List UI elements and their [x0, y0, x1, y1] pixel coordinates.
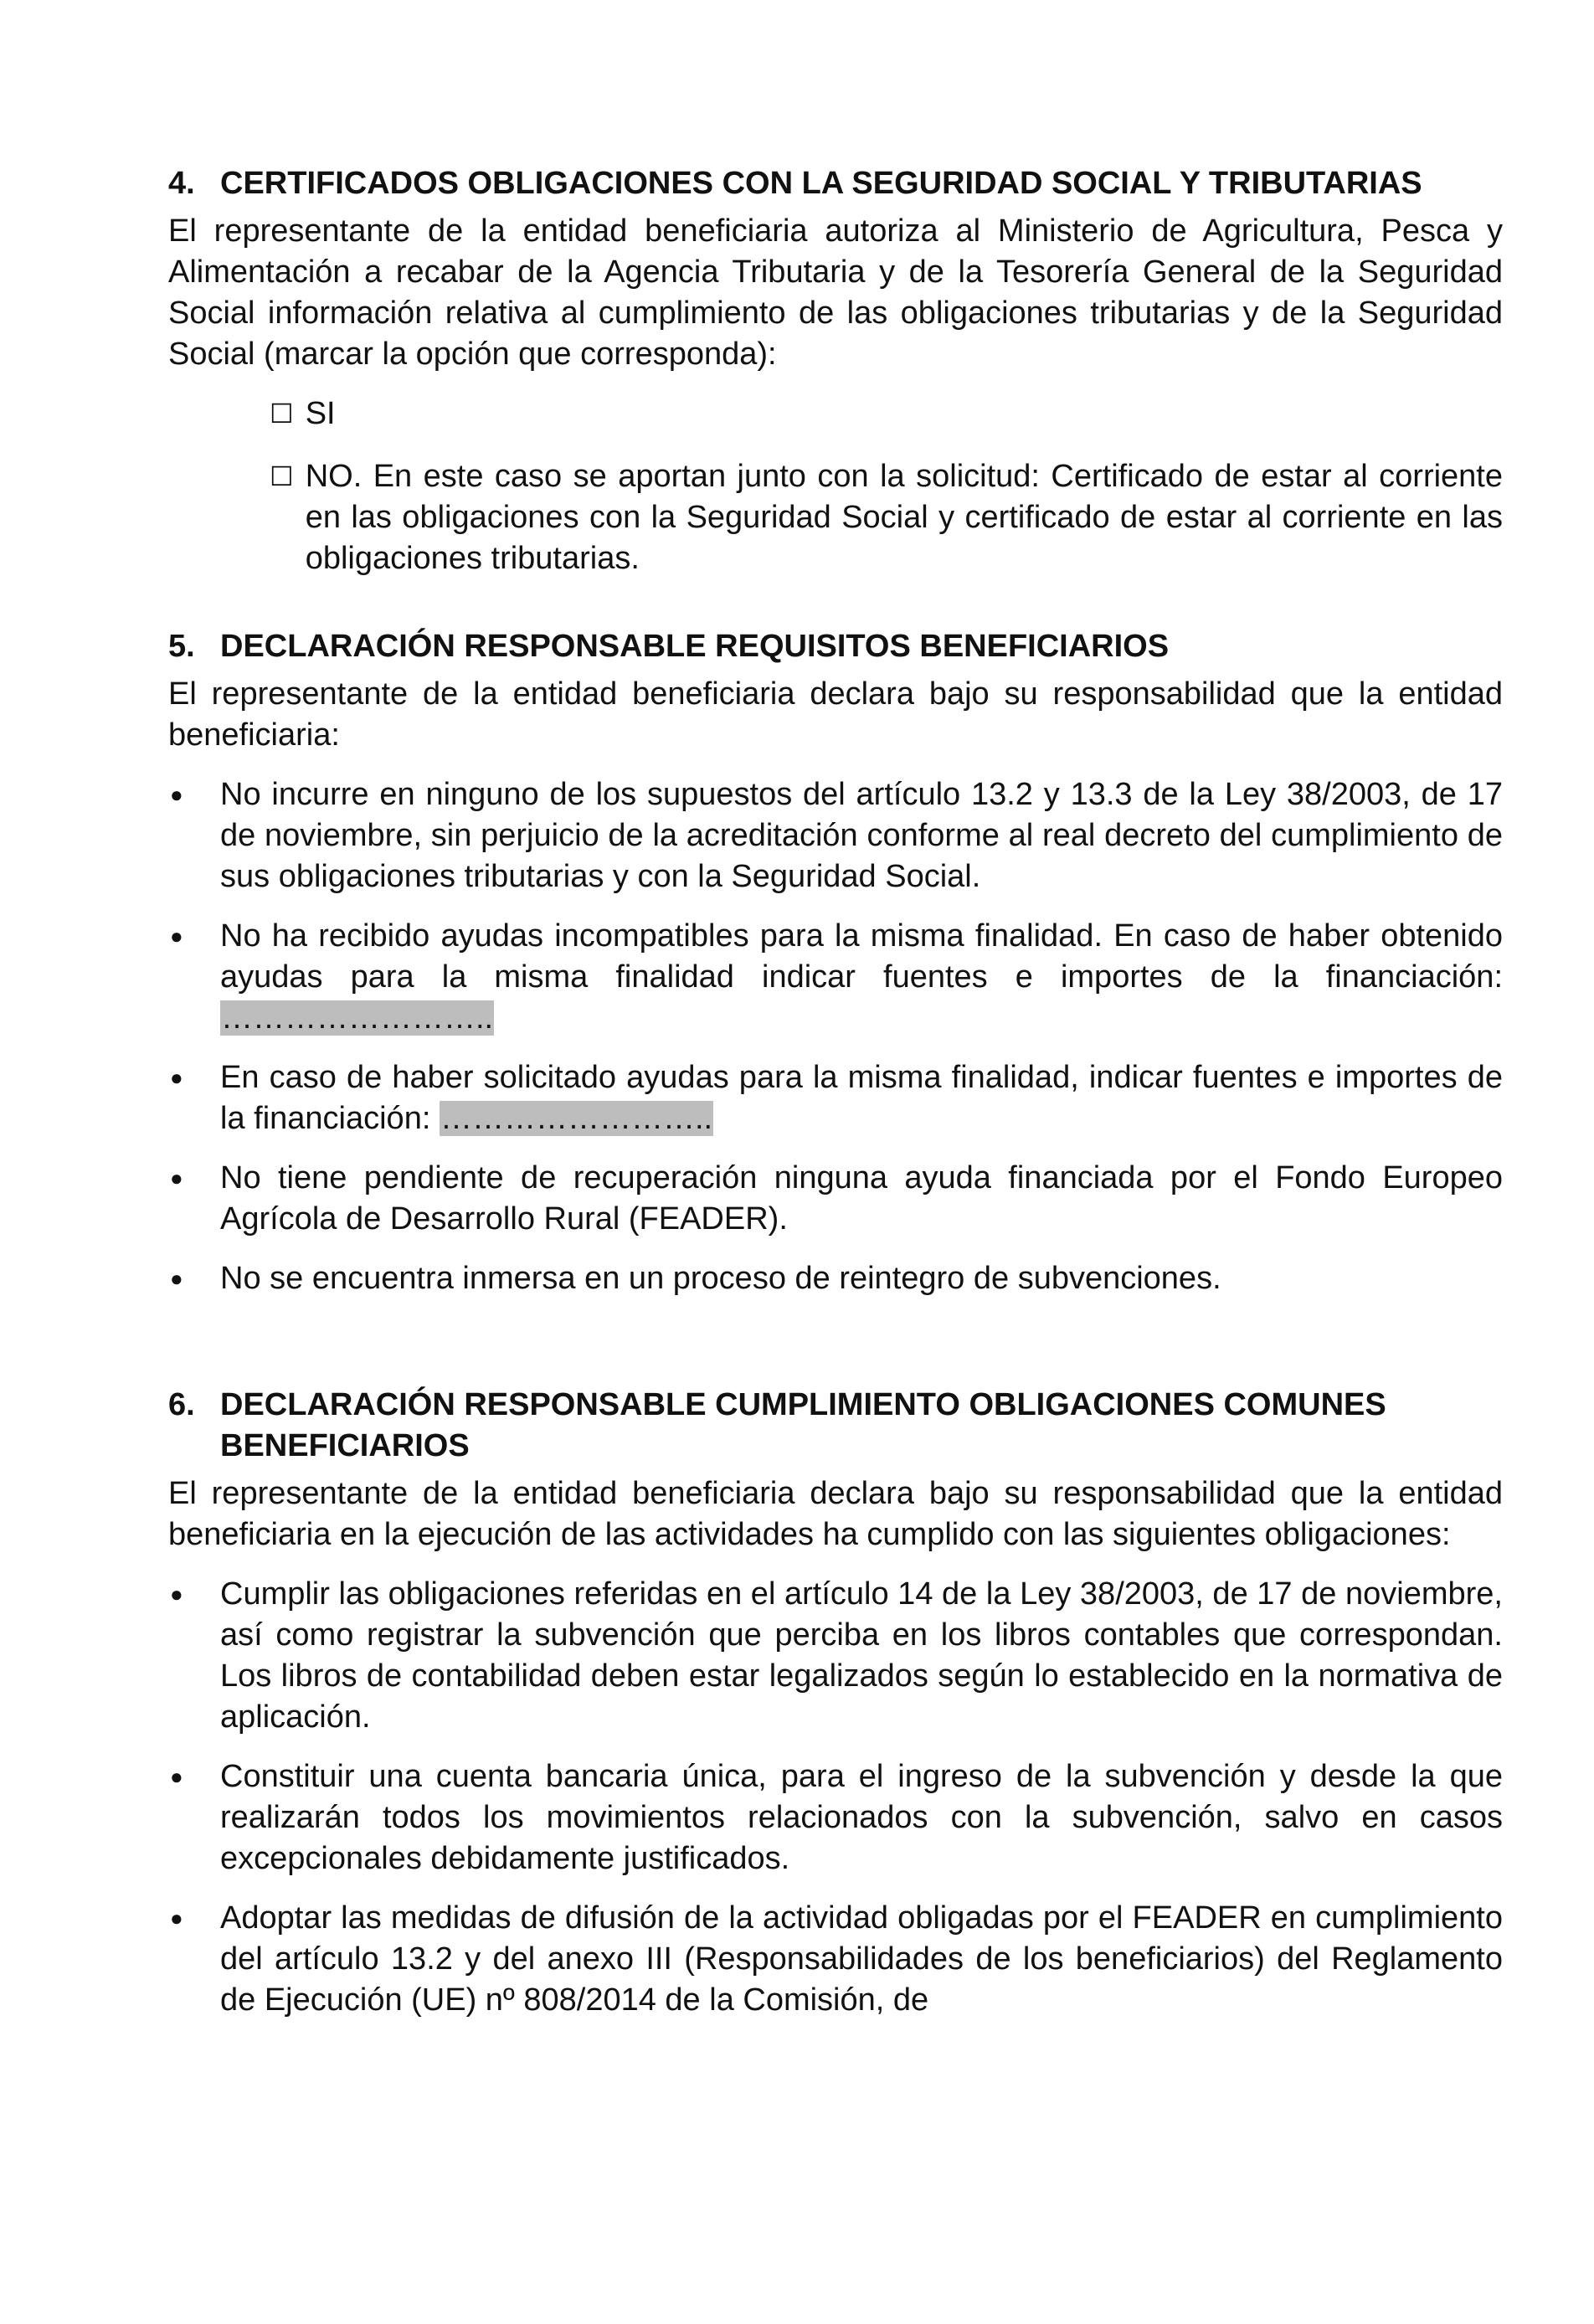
list-item-text: [220, 1057, 1503, 1139]
list-item: [168, 1756, 1503, 1879]
section-4-heading: [168, 163, 1503, 204]
section-5-list: [168, 774, 1503, 1299]
bullet-icon: ●: [170, 782, 183, 807]
bullet-icon: ●: [170, 1266, 183, 1291]
option-no-label: NO. En este caso se aportan junto con la solicitud: Certificado de estar al corriente en las obligaciones con la Seguridad Social y certificado de estar al corriente en las obligaciones tributarias.: [305, 459, 1503, 576]
section-6-list: [168, 1574, 1503, 2021]
list-item-text-main: En caso de haber solicitado ayudas para la misma finalidad, indicar fuentes e importes de la financiación:: [220, 1060, 1503, 1136]
list-item-text: Adoptar las medidas de difusión de la actividad obligadas por el FEADER en cumplimiento del artículo 13.2 y del anexo III (Responsabilidades de los beneficiarios) del Reglamento de Ejecución (UE) nº 808/2014 de la Comisión, de: [220, 1900, 1503, 2018]
section-4-number: 4.: [168, 166, 195, 201]
bullet-icon: ●: [170, 1165, 183, 1190]
list-item-text: No incurre en ninguno de los supuestos del artículo 13.2 y 13.3 de la Ley 38/2003, de 17 de noviembre, sin perjuicio de la acreditación conforme al real decreto del cumplimiento de sus obligaciones tributarias y con la Seguridad Social.: [220, 777, 1503, 894]
list-item: [168, 774, 1503, 897]
list-item: [168, 1898, 1503, 2021]
section-6-intro: El representante de la entidad beneficiaria declara bajo su responsabilidad que la entidad beneficiaria en la ejecución de las actividades ha cumplido con las siguientes obligaciones:: [168, 1476, 1503, 1552]
list-item-text: Cumplir las obligaciones referidas en el artículo 14 de la Ley 38/2003, de 17 de noviembre, así como registrar la subvención que perciba en los libros contables que correspondan. Los libros de contabilidad deben estar legalizados según lo establecido en la normativa de aplicación.: [220, 1576, 1503, 1735]
list-item-text: No se encuentra inmersa en un proceso de reintegro de subvenciones.: [220, 1261, 1221, 1296]
list-item-text: Constituir una cuenta bancaria única, para el ingreso de la subvención y desde la que realizarán todos los movimientos relacionados con la subvención, salvo en casos excepcionales debidamente justificados.: [220, 1759, 1503, 1876]
section-5-title: DECLARACIÓN RESPONSABLE REQUISITOS BENEFICIARIOS: [220, 629, 1170, 664]
section-4-title: CERTIFICADOS OBLIGACIONES CON LA SEGURIDAD SOCIAL Y TRIBUTARIAS: [220, 166, 1422, 201]
list-item-text-main: No ha recibido ayudas incompatibles para la misma finalidad. En caso de haber obtenido ayudas para la misma finalidad indicar fuentes e importes de la financiación:: [220, 918, 1503, 995]
bullet-icon: ●: [170, 1581, 183, 1607]
list-item: [168, 1574, 1503, 1738]
section-5-heading: [168, 626, 1503, 667]
section-4: [168, 163, 1503, 579]
list-item: [168, 1258, 1503, 1299]
section-4-intro: El representante de la entidad beneficiaria autoriza al Ministerio de Agricultura, Pesca y Alimentación a recabar de la Agencia Tributaria y de la Tesorería General de la Seguridad Social información relativa al cumplimiento de las obligaciones tributarias y de la Seguridad Social (marcar la opción que corresponda):: [168, 213, 1503, 372]
checkbox-no[interactable]: ☐: [270, 460, 294, 492]
list-item-text: No tiene pendiente de recuperación ninguna ayuda financiada por el Fondo Europeo Agrícola de Desarrollo Rural (FEADER).: [220, 1160, 1503, 1237]
section-6: [168, 1385, 1503, 2021]
section-6-number: 6.: [168, 1387, 195, 1422]
section-5-number: 5.: [168, 629, 195, 664]
requested-financing-field[interactable]: ……………………..: [440, 1101, 713, 1136]
document-content: [168, 163, 1503, 2039]
option-no[interactable]: [270, 456, 1503, 579]
bullet-icon: ●: [170, 1764, 183, 1789]
section-6-title: DECLARACIÓN RESPONSABLE CUMPLIMIENTO OBLIGACIONES COMUNES BENEFICIARIOS: [220, 1387, 1386, 1463]
list-item-text: [220, 916, 1503, 1039]
list-item: [168, 1158, 1503, 1240]
section-5-intro: El representante de la entidad beneficiaria declara bajo su responsabilidad que la entidad beneficiaria:: [168, 676, 1503, 753]
section-5: [168, 626, 1503, 1299]
bullet-icon: ●: [170, 1065, 183, 1090]
bullet-icon: ●: [170, 1905, 183, 1931]
option-si[interactable]: [270, 393, 1503, 434]
section-spacer: [168, 1318, 1503, 1385]
list-item: [168, 916, 1503, 1039]
bullet-icon: ●: [170, 923, 183, 949]
option-si-label: SI: [305, 396, 336, 431]
checkbox-si[interactable]: ☐: [270, 398, 294, 429]
section-spacer: [168, 579, 1503, 626]
section-6-heading: [168, 1385, 1503, 1467]
list-item: [168, 1057, 1503, 1139]
financing-sources-field[interactable]: ……………………..: [221, 1000, 494, 1036]
